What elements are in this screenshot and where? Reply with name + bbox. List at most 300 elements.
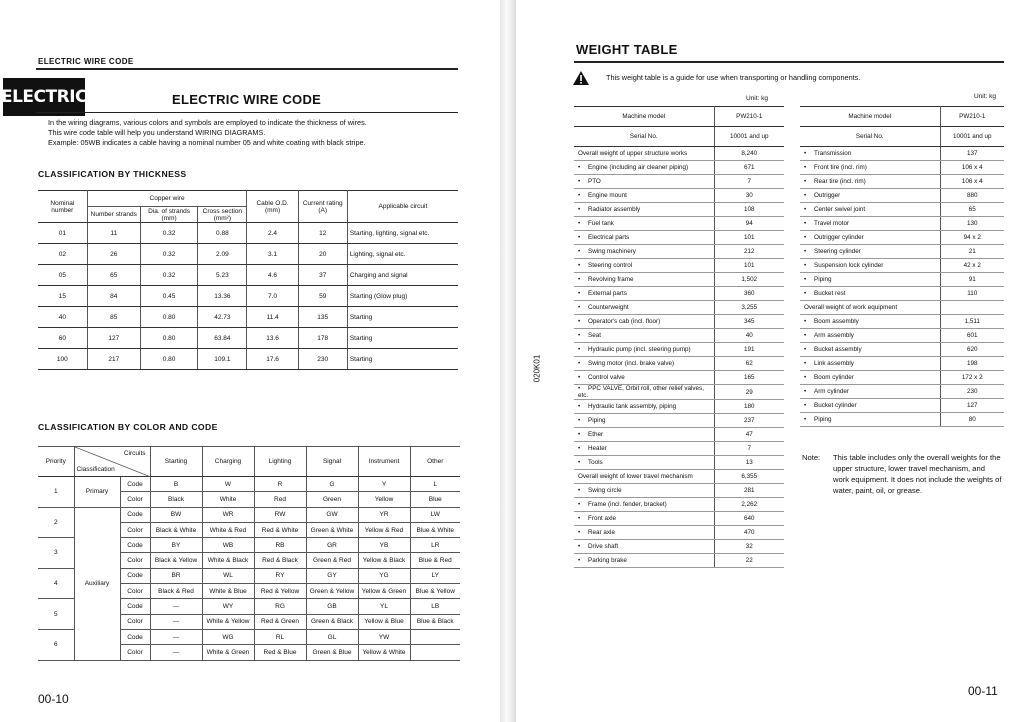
table-cell: Starting — [347, 349, 458, 370]
bullet-icon: • — [578, 318, 581, 325]
bullet-icon: • — [578, 332, 581, 339]
table-cell: Blue — [410, 492, 460, 507]
list-item — [800, 357, 1004, 371]
table-cell: 0.88 — [198, 223, 247, 244]
table-cell: Charging and signal — [347, 265, 458, 286]
list-item — [574, 161, 784, 175]
table-cell: Starting, lighting, signal etc. — [347, 223, 458, 244]
table-cell: — — [150, 599, 202, 614]
table-cell: White & Green — [202, 645, 254, 660]
color-label: Color — [120, 584, 150, 599]
table-cell: 135 — [298, 307, 347, 328]
item-weight: 6,355 — [714, 470, 784, 484]
list-item — [800, 287, 1004, 301]
machine-model-label: Machine model — [574, 107, 714, 127]
item-name — [800, 413, 940, 427]
item-label: Tools — [588, 459, 603, 466]
item-weight: 470 — [714, 526, 784, 540]
table-cell: Yellow & Green — [358, 584, 410, 599]
item-label: Link assembly — [814, 360, 854, 367]
item-name — [800, 161, 940, 175]
item-name — [574, 554, 714, 568]
intro-line: This wire code table will help you understand WIRING DIAGRAMS. — [48, 128, 266, 137]
item-name — [574, 301, 714, 315]
table-cell: 85 — [87, 307, 140, 328]
table-cell: Blue & White — [410, 522, 460, 537]
item-label: Radiator assembly — [588, 206, 641, 213]
item-name — [574, 203, 714, 217]
item-label: Center swivel joint — [814, 206, 866, 213]
table-cell: WR — [202, 507, 254, 522]
table-cell: White & Blue — [202, 584, 254, 599]
bullet-icon: • — [578, 192, 581, 199]
bullet-icon: • — [578, 374, 581, 381]
list-item — [574, 175, 784, 189]
item-weight: 22 — [714, 554, 784, 568]
item-name — [574, 175, 714, 189]
bullet-icon: • — [578, 459, 581, 466]
item-weight: 165 — [714, 371, 784, 385]
item-label: Piping — [814, 416, 832, 423]
item-weight — [940, 301, 1004, 315]
table-cell: GL — [306, 629, 358, 644]
classification-label: Classification — [76, 466, 115, 473]
table-cell: 11 — [87, 223, 140, 244]
priority-cell: 3 — [38, 538, 74, 569]
code-label: Code — [120, 538, 150, 553]
bullet-icon: • — [804, 276, 807, 283]
list-item — [574, 329, 784, 343]
table-cell: BR — [150, 568, 202, 583]
serial-value: 10001 and up — [714, 127, 784, 147]
item-name — [574, 189, 714, 203]
bullet-icon: • — [578, 360, 581, 367]
item-label: Drive shaft — [588, 543, 619, 550]
circuits-label: Circuits — [123, 450, 146, 457]
item-label: Arm assembly — [814, 332, 854, 339]
table-cell: YG — [358, 568, 410, 583]
table-cell: — — [150, 629, 202, 644]
list-item — [800, 175, 1004, 189]
table-cell: G — [306, 477, 358, 492]
item-name — [800, 147, 940, 161]
list-item — [574, 512, 784, 526]
item-name — [574, 147, 714, 161]
table-cell: Black — [150, 492, 202, 507]
item-weight: 106 x 4 — [940, 161, 1004, 175]
table-cell: Black & White — [150, 522, 202, 537]
table-cell: Green & White — [306, 522, 358, 537]
table-cell: 0.80 — [140, 349, 197, 370]
table-cell: Blue & Yellow — [410, 584, 460, 599]
table-cell: 5.23 — [198, 265, 247, 286]
priority-cell: 1 — [38, 477, 74, 508]
list-item — [574, 456, 784, 470]
item-name — [574, 470, 714, 484]
serial-value: 10001 and up — [940, 127, 1004, 147]
item-name — [800, 175, 940, 189]
item-weight: 230 — [940, 385, 1004, 399]
list-item — [574, 287, 784, 301]
bullet-icon: • — [804, 262, 807, 269]
bullet-icon: • — [578, 515, 581, 522]
item-weight: 172 x 2 — [940, 371, 1004, 385]
table-row — [38, 223, 458, 244]
table-cell: GR — [306, 538, 358, 553]
table-cell: RG — [254, 599, 306, 614]
table-cell: — — [150, 614, 202, 629]
table-cell: Yellow & White — [358, 645, 410, 660]
code-label: Code — [120, 477, 150, 492]
color-label: Color — [120, 553, 150, 568]
item-label: Operator's cab (incl. floor) — [588, 318, 661, 325]
table-cell: 42.73 — [198, 307, 247, 328]
item-name — [800, 315, 940, 329]
item-weight: 620 — [940, 343, 1004, 357]
table-cell: 7.0 — [247, 286, 298, 307]
item-name — [574, 484, 714, 498]
item-label: Swing machinery — [588, 248, 636, 255]
table-cell: Red & Green — [254, 614, 306, 629]
list-item — [574, 147, 784, 161]
weight-table-2 — [800, 106, 1004, 427]
item-name — [800, 301, 940, 315]
item-weight: 137 — [940, 147, 1004, 161]
table-row — [38, 477, 460, 492]
item-name — [574, 456, 714, 470]
item-weight: 345 — [714, 315, 784, 329]
item-name — [800, 231, 940, 245]
table-row — [38, 286, 458, 307]
list-item — [574, 484, 784, 498]
machine-model-value: PW210-1 — [714, 107, 784, 127]
table-cell: Blue & Black — [410, 614, 460, 629]
table-cell: 109.1 — [198, 349, 247, 370]
item-weight: 94 x 2 — [940, 231, 1004, 245]
note-text: This table includes only the overall weights for the upper structure, lower travel mechanism, and work equipment. It does not include the weights of water, paint, oil, or grease. — [833, 453, 1002, 495]
left-page — [0, 0, 500, 722]
table-cell: Starting — [347, 307, 458, 328]
item-name — [800, 203, 940, 217]
bullet-icon: • — [578, 290, 581, 297]
table-cell: L — [410, 477, 460, 492]
bullet-icon: • — [804, 234, 807, 241]
table-cell: 12 — [298, 223, 347, 244]
item-name — [574, 217, 714, 231]
item-weight: 42 x 2 — [940, 259, 1004, 273]
table-row — [38, 307, 458, 328]
item-weight: 7 — [714, 175, 784, 189]
table-cell: BY — [150, 538, 202, 553]
table-cell: 01 — [38, 223, 87, 244]
item-label: Ether — [588, 431, 604, 438]
list-item — [574, 259, 784, 273]
table-cell: Red — [254, 492, 306, 507]
table-cell: YW — [358, 629, 410, 644]
table-cell: 84 — [87, 286, 140, 307]
item-label: Heater — [588, 445, 607, 452]
item-label: PTO — [588, 178, 601, 185]
unit-label-1: Unit: kg — [746, 95, 769, 102]
table-cell: Red & Blue — [254, 645, 306, 660]
item-weight: 40 — [714, 329, 784, 343]
list-item — [574, 400, 784, 414]
priority-cell: 2 — [38, 507, 74, 538]
bullet-icon: • — [804, 164, 807, 171]
table-cell: Yellow & Blue — [358, 614, 410, 629]
bullet-icon: • — [804, 416, 807, 423]
list-item — [800, 245, 1004, 259]
list-item — [574, 343, 784, 357]
table-cell: W — [202, 477, 254, 492]
list-item — [800, 371, 1004, 385]
item-label: Transmission — [814, 150, 852, 157]
table-cell: 05 — [38, 265, 87, 286]
list-item — [800, 231, 1004, 245]
item-weight: 108 — [714, 203, 784, 217]
item-weight: 640 — [714, 512, 784, 526]
item-label: Frame (incl. fender, bracket) — [588, 501, 667, 508]
note-label: Note: — [802, 453, 821, 462]
item-name — [800, 259, 940, 273]
table-cell: 13.6 — [247, 328, 298, 349]
bullet-icon: • — [578, 346, 581, 353]
bullet-icon: • — [578, 417, 581, 424]
col-signal: Signal — [306, 447, 358, 477]
table-cell: 0.32 — [140, 265, 197, 286]
item-name — [574, 498, 714, 512]
electric-banner: ELECTRIC — [3, 78, 85, 116]
item-name — [574, 343, 714, 357]
priority-cell: 4 — [38, 568, 74, 599]
table-cell: Green & Black — [306, 614, 358, 629]
table-cell: 0.32 — [140, 223, 197, 244]
item-label: Hydraulic tank assembly, piping — [588, 403, 677, 410]
item-weight: 101 — [714, 259, 784, 273]
item-name — [800, 189, 940, 203]
intro-line: In the wiring diagrams, various colors and symbols are employed to indicate the thickness of wires. — [48, 118, 367, 127]
table-cell: GB — [306, 599, 358, 614]
item-weight: 106 x 4 — [940, 175, 1004, 189]
color-label: Color — [120, 645, 150, 660]
bullet-icon: • — [578, 248, 581, 255]
warning-text: This weight table is a guide for use when transporting or handling components. — [606, 73, 861, 82]
table-cell: Red & Yellow — [254, 584, 306, 599]
table-cell: 59 — [298, 286, 347, 307]
table-cell: LR — [410, 538, 460, 553]
item-weight: 21 — [940, 245, 1004, 259]
item-weight: 360 — [714, 287, 784, 301]
list-item — [800, 343, 1004, 357]
list-item — [574, 371, 784, 385]
list-item — [574, 385, 784, 400]
list-item — [800, 329, 1004, 343]
table-cell: 60 — [38, 328, 87, 349]
table-cell: 63.84 — [198, 328, 247, 349]
bullet-icon: • — [578, 304, 581, 311]
col-od: Cable O.D. (mm) — [247, 191, 298, 223]
bullet-icon: • — [578, 431, 581, 438]
bullet-icon: • — [578, 445, 581, 452]
table-cell: Yellow & Black — [358, 553, 410, 568]
list-item — [574, 315, 784, 329]
item-weight: 130 — [940, 217, 1004, 231]
item-label: Seat — [588, 332, 601, 339]
table-cell: 17.6 — [247, 349, 298, 370]
list-item — [574, 301, 784, 315]
bullet-icon: • — [804, 220, 807, 227]
item-name — [574, 161, 714, 175]
list-item — [574, 428, 784, 442]
machine-model-label: Machine model — [800, 107, 940, 127]
item-weight: 180 — [714, 400, 784, 414]
item-name — [574, 385, 714, 400]
item-label: Boom assembly — [814, 318, 859, 325]
table-cell: WB — [202, 538, 254, 553]
table-cell — [410, 629, 460, 644]
table-cell: Black & Yellow — [150, 553, 202, 568]
item-name — [574, 512, 714, 526]
bullet-icon: • — [804, 290, 807, 297]
bullet-icon: • — [578, 501, 581, 508]
list-item — [574, 273, 784, 287]
table-cell: Green & Blue — [306, 645, 358, 660]
bullet-icon: • — [578, 234, 581, 241]
item-weight: 94 — [714, 217, 784, 231]
item-label: Bucket rest — [814, 290, 846, 297]
table-cell: LY — [410, 568, 460, 583]
item-name — [800, 217, 940, 231]
item-name — [574, 245, 714, 259]
item-name — [574, 231, 714, 245]
item-name — [574, 287, 714, 301]
table-cell: 178 — [298, 328, 347, 349]
table-cell: Red & Black — [254, 553, 306, 568]
item-label: Control valve — [588, 374, 625, 381]
item-name — [574, 414, 714, 428]
code-label: Code — [120, 568, 150, 583]
bullet-icon: • — [578, 543, 581, 550]
thickness-table — [38, 190, 458, 370]
list-item — [574, 442, 784, 456]
col-charging: Charging — [202, 447, 254, 477]
table-cell: Lighting, signal etc. — [347, 244, 458, 265]
table-cell: 0.45 — [140, 286, 197, 307]
page-title: ELECTRIC WIRE CODE — [172, 92, 322, 107]
table-cell: 02 — [38, 244, 87, 265]
list-item — [574, 498, 784, 512]
table-cell: Red & White — [254, 522, 306, 537]
page-gutter — [500, 0, 516, 722]
bullet-icon: • — [804, 192, 807, 199]
item-weight: 601 — [940, 329, 1004, 343]
bullet-icon: • — [578, 403, 581, 410]
table-cell: Green & Red — [306, 553, 358, 568]
bullet-icon: • — [804, 332, 807, 339]
table-cell: 20 — [298, 244, 347, 265]
table-cell: YL — [358, 599, 410, 614]
item-label: Overall weight of upper structure works — [578, 150, 688, 157]
col-dia: Dia. of strands (mm) — [140, 207, 197, 223]
list-item — [800, 147, 1004, 161]
item-weight: 110 — [940, 287, 1004, 301]
table-cell: Blue & Red — [410, 553, 460, 568]
bullet-icon: • — [804, 388, 807, 395]
item-name — [800, 399, 940, 413]
item-name — [574, 315, 714, 329]
bullet-icon: • — [804, 402, 807, 409]
side-code-text: 020K01 — [532, 354, 542, 383]
weight-table-1 — [574, 106, 784, 568]
table-cell: 127 — [87, 328, 140, 349]
table-cell — [410, 645, 460, 660]
weight-table-title: WEIGHT TABLE — [576, 42, 678, 57]
item-name — [574, 329, 714, 343]
table-cell: Black & Red — [150, 584, 202, 599]
item-weight: 281 — [714, 484, 784, 498]
item-name — [574, 442, 714, 456]
table-row — [38, 244, 458, 265]
table-cell: White & Yellow — [202, 614, 254, 629]
table-cell: 65 — [87, 265, 140, 286]
color-section-title: CLASSIFICATION BY COLOR AND CODE — [38, 422, 218, 432]
list-item — [574, 526, 784, 540]
code-label: Code — [120, 629, 150, 644]
list-item — [574, 189, 784, 203]
table-cell: WY — [202, 599, 254, 614]
table-cell: White & Red — [202, 522, 254, 537]
table-row — [38, 507, 460, 522]
item-label: Engine (including air cleaner piping) — [588, 164, 689, 171]
col-applicable: Applicable circuit — [347, 191, 458, 223]
bullet-icon: • — [804, 206, 807, 213]
list-item — [800, 413, 1004, 427]
table-cell: R — [254, 477, 306, 492]
table-cell: Y — [358, 477, 410, 492]
item-weight: 30 — [714, 189, 784, 203]
item-weight: 1,502 — [714, 273, 784, 287]
table-cell: WG — [202, 629, 254, 644]
item-label: PPC VALVE, Orbit roll, other relief valves, etc. — [578, 385, 704, 399]
bullet-icon: • — [804, 178, 807, 185]
item-weight: 65 — [940, 203, 1004, 217]
item-label: Boom cylinder — [814, 374, 854, 381]
item-weight: 212 — [714, 245, 784, 259]
table-cell: White — [202, 492, 254, 507]
item-name — [800, 357, 940, 371]
item-label: Rear tire (incl. rim) — [814, 178, 866, 185]
item-label: Outrigger — [814, 192, 841, 199]
page-number-left: 00-10 — [38, 692, 69, 706]
table-cell: 15 — [38, 286, 87, 307]
bullet-icon: • — [804, 318, 807, 325]
list-item — [800, 273, 1004, 287]
item-label: Steering control — [588, 262, 633, 269]
bullet-icon: • — [804, 374, 807, 381]
col-current: Current rating (A) — [298, 191, 347, 223]
item-weight: 127 — [940, 399, 1004, 413]
item-name — [574, 259, 714, 273]
item-name — [574, 400, 714, 414]
priority-cell: 5 — [38, 599, 74, 630]
bullet-icon: • — [578, 385, 581, 392]
table-cell: LW — [410, 507, 460, 522]
col-cross: Cross section (mm²) — [198, 207, 247, 223]
color-label: Color — [120, 614, 150, 629]
item-label: Revolving frame — [588, 276, 634, 283]
item-name — [574, 526, 714, 540]
table-cell: LB — [410, 599, 460, 614]
